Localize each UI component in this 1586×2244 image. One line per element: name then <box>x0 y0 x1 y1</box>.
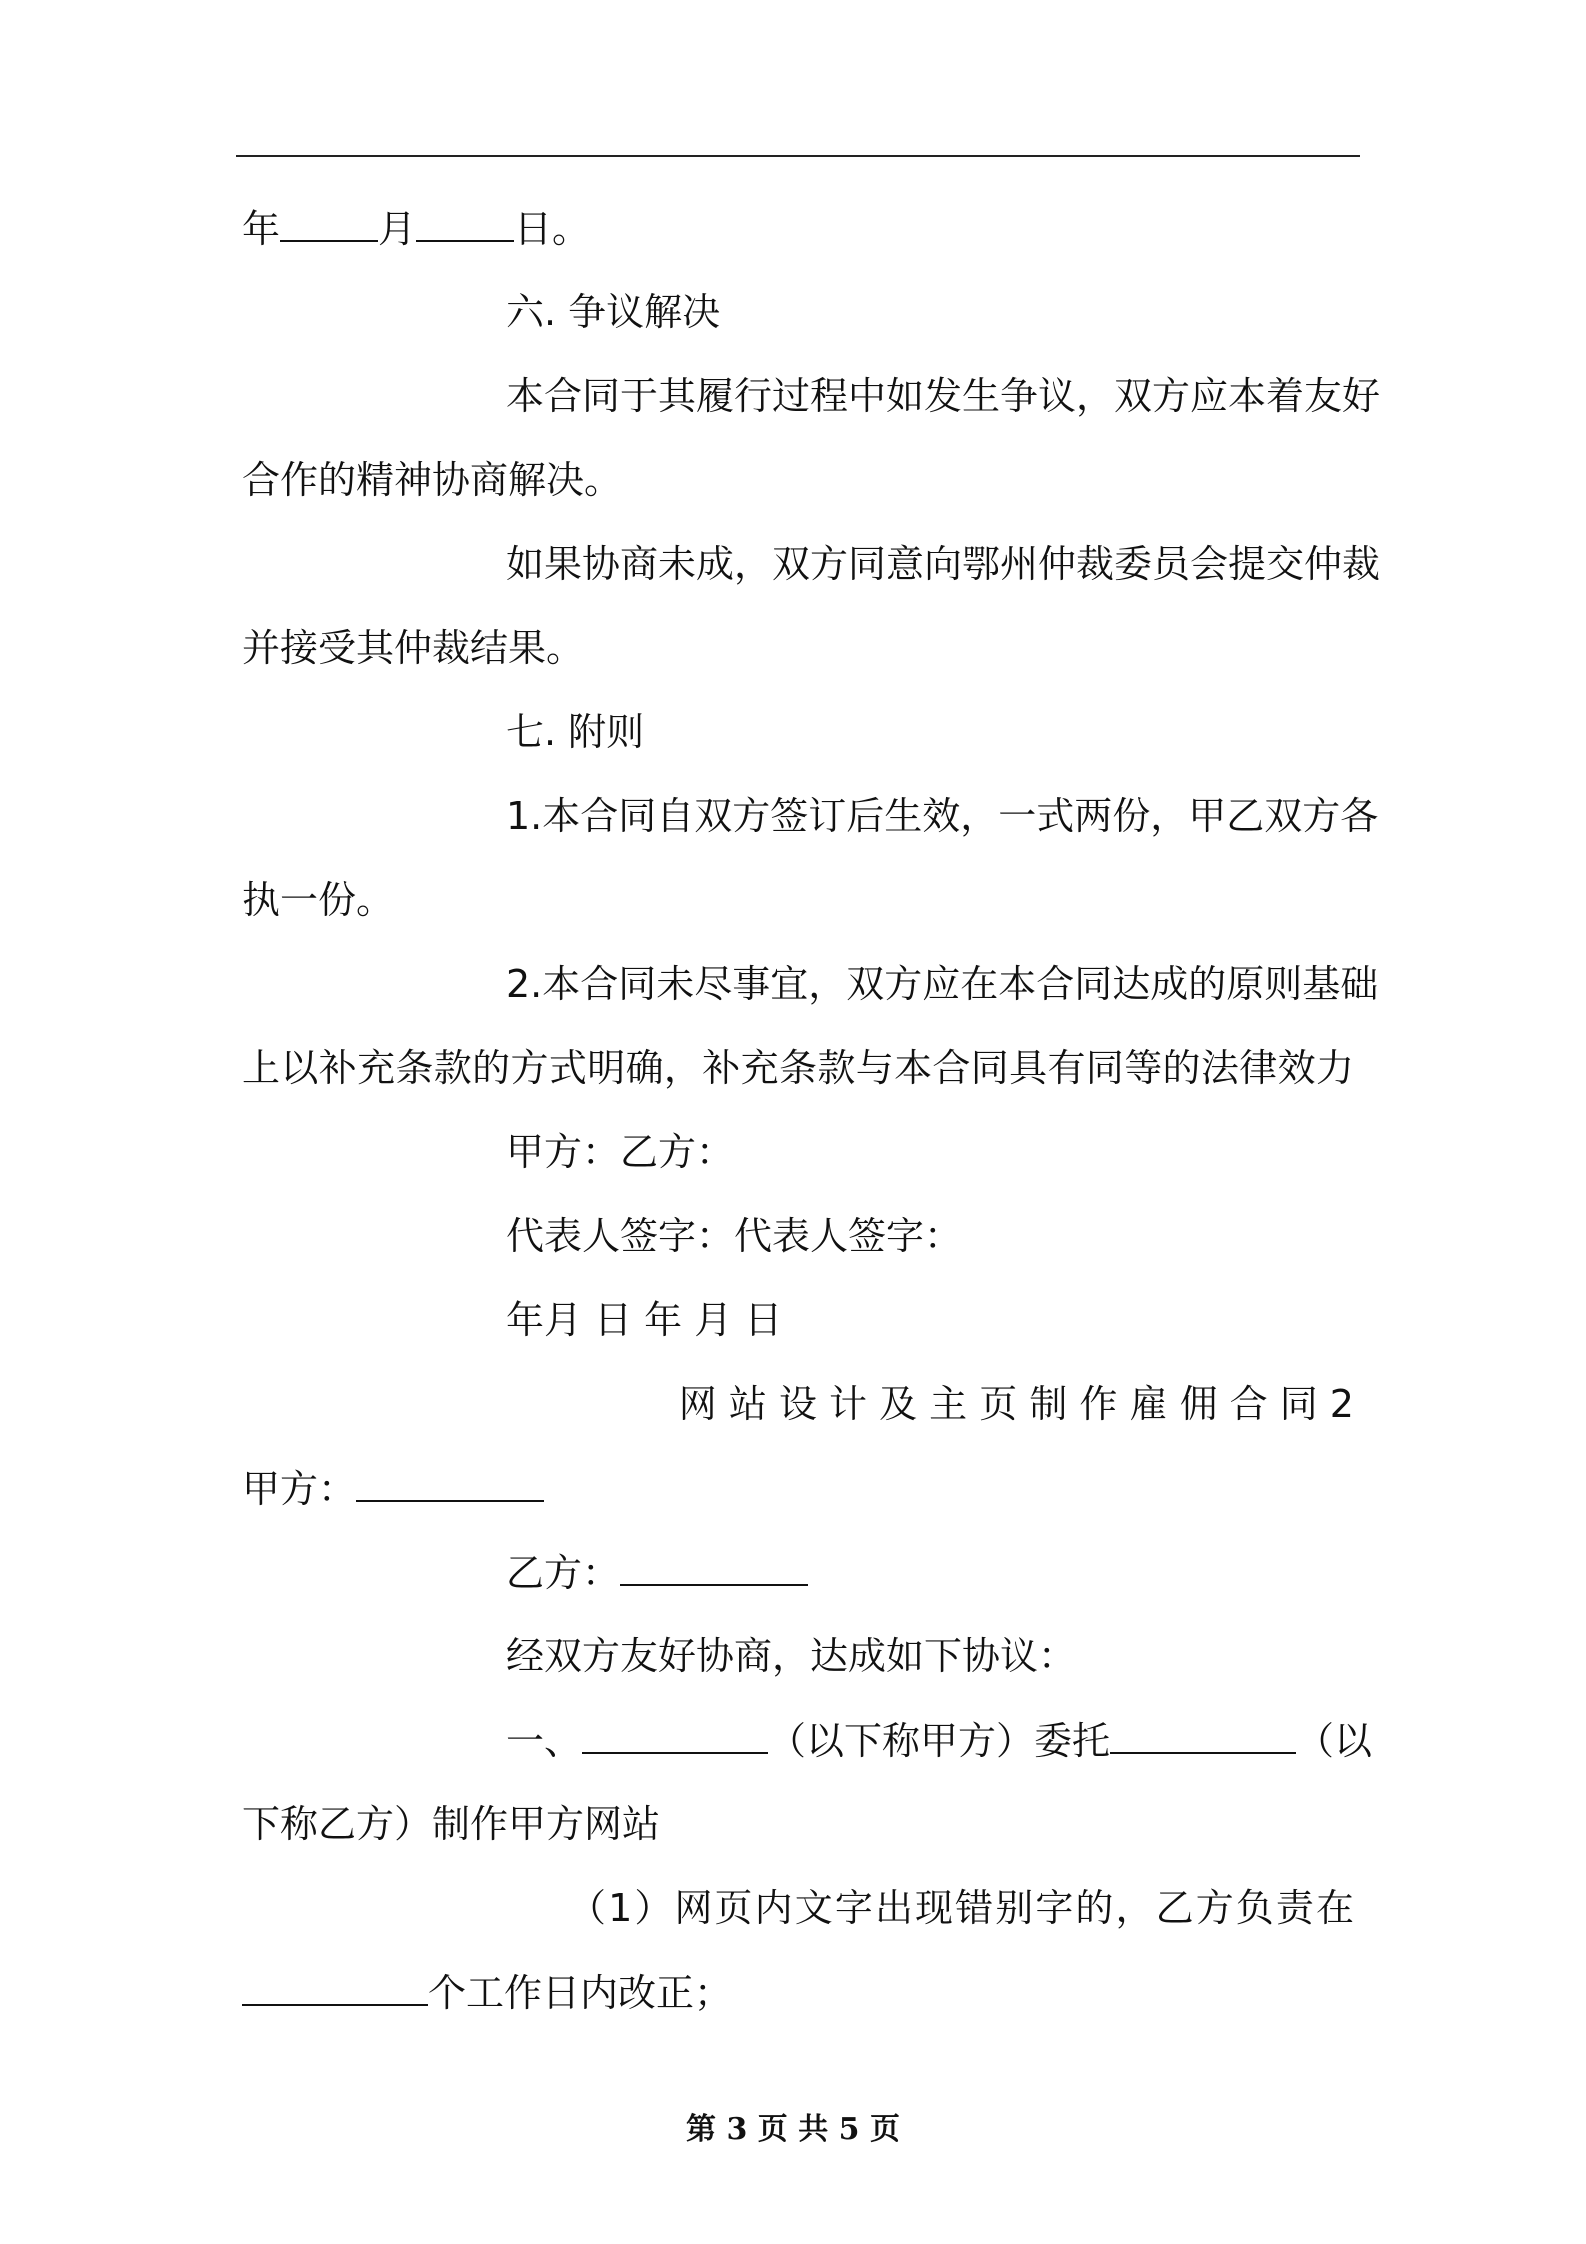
paragraph-line: 如果协商未成，双方同意向鄂州仲裁委员会提交仲裁 <box>506 542 1381 586</box>
year-blank <box>280 200 378 242</box>
paragraph-line: 上以补充条款的方式明确，补充条款与本合同具有同等的法律效力 <box>242 1046 1354 1090</box>
party-b-blank <box>620 1544 808 1586</box>
paragraph-line: 下称乙方）制作甲方网站 <box>242 1802 661 1846</box>
month-label: 月 <box>378 207 417 251</box>
section-heading-appendix: 七. 附则 <box>506 710 645 754</box>
party-a-label: 甲方： <box>242 1467 357 1511</box>
signature-date-line: 年月 日 年 月 日 <box>506 1298 783 1342</box>
party-a-line <box>242 1460 1354 1517</box>
paragraph-line: 执一份。 <box>242 878 395 922</box>
workday-blank <box>242 1964 428 2006</box>
contractor-blank <box>1110 1712 1296 1754</box>
workday-text: 个工作日内改正； <box>428 1971 733 2015</box>
clause-text: （以下称甲方）委托 <box>768 1719 1111 1763</box>
header-rule <box>236 155 1360 157</box>
party-b-label: 乙方： <box>506 1551 621 1595</box>
clause-number: 一、 <box>506 1719 583 1763</box>
signature-label-line: 代表人签字：代表人签字： <box>506 1214 963 1258</box>
party-a-blank <box>356 1460 544 1502</box>
clause-text-end: （以 <box>1296 1719 1373 1763</box>
date-line <box>242 200 1354 257</box>
contract-title: 网 站 设 计 及 主 页 制 作 雇 佣 合 同 2 <box>678 1382 1354 1426</box>
paragraph-line: 合作的精神协商解决。 <box>242 458 623 502</box>
year-label: 年 <box>242 207 281 251</box>
client-blank <box>582 1712 768 1754</box>
paragraph-line: 2.本合同未尽事宜，双方应在本合同达成的原则基础 <box>506 962 1379 1006</box>
workday-line <box>242 1964 1354 2021</box>
paragraph-line: 并接受其仲裁结果。 <box>242 626 585 670</box>
day-label: 日。 <box>514 207 591 251</box>
page-number-footer: 第 3 页 共 5 页 <box>686 2112 900 2147</box>
item-one-line: （1）网页内文字出现错别字的，乙方负责在 <box>568 1886 1354 1930</box>
party-b-line <box>506 1544 1354 1601</box>
section-heading-dispute: 六. 争议解决 <box>506 290 721 334</box>
month-blank <box>416 200 514 242</box>
paragraph-line: 1.本合同自双方签订后生效，一式两份，甲乙双方各 <box>506 794 1379 838</box>
party-label-line: 甲方：乙方： <box>506 1130 735 1174</box>
paragraph-line: 本合同于其履行过程中如发生争议，双方应本着友好 <box>506 374 1381 418</box>
clause-one-line <box>506 1712 1373 1769</box>
agreement-intro: 经双方友好协商，达成如下协议： <box>506 1634 1077 1678</box>
